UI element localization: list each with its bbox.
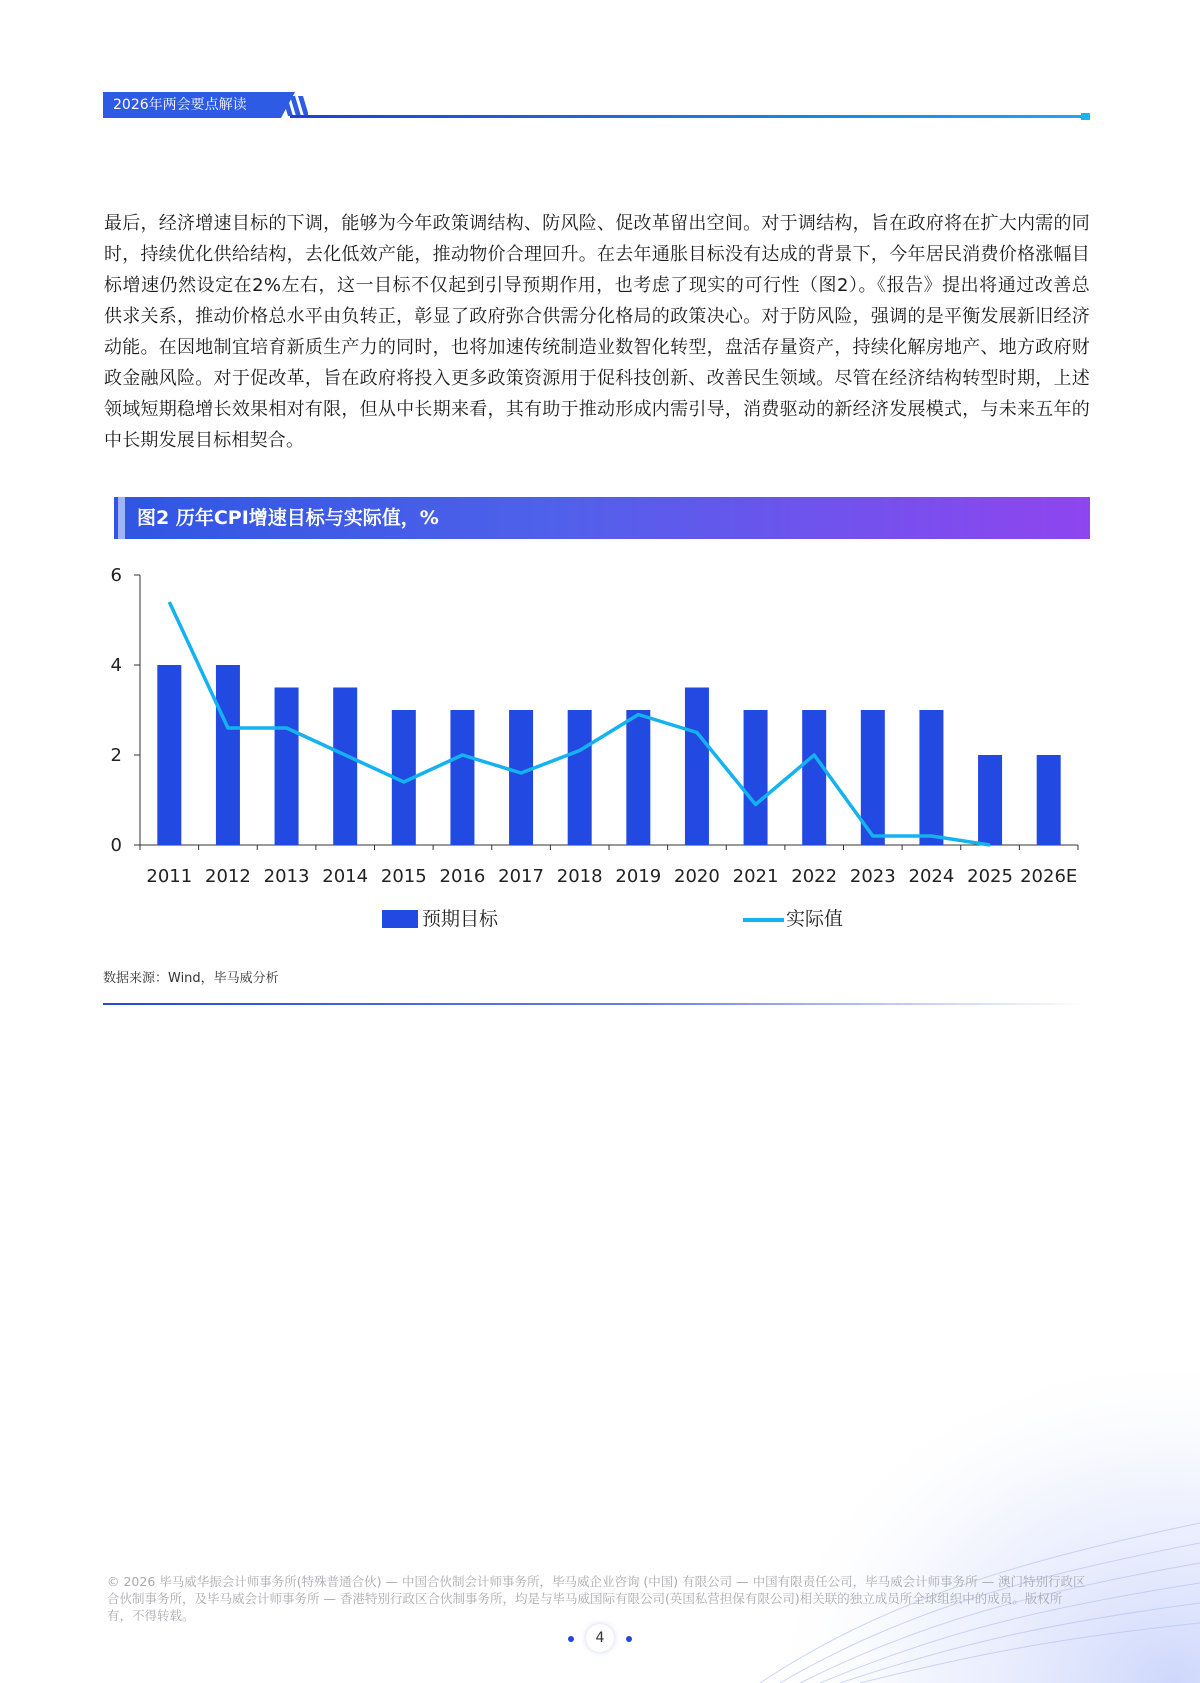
- bar: [216, 665, 240, 845]
- bar: [450, 710, 474, 845]
- page-dot-left: [568, 1636, 574, 1642]
- bar: [1037, 755, 1061, 845]
- x-tick-label: 2022: [791, 866, 838, 887]
- y-tick-label: 2: [110, 745, 122, 766]
- header-rule: [290, 115, 1087, 118]
- x-tick-label: 2013: [263, 866, 310, 887]
- x-tick-label: 2021: [732, 866, 779, 887]
- x-tick-label: 2014: [322, 866, 369, 887]
- page-indicator: [560, 1624, 640, 1654]
- bar: [919, 710, 943, 845]
- header-rule-end: [1081, 113, 1090, 120]
- figure-title: 图2 历年CPI增速目标与实际值，%: [137, 507, 439, 529]
- figure-source: 数据来源：Wind，毕马威分析: [103, 971, 279, 986]
- x-tick-label: 2019: [615, 866, 662, 887]
- cpi-chart: [100, 555, 1100, 950]
- banner-accent-bar: [118, 497, 125, 539]
- x-tick-label: 2016: [439, 866, 486, 887]
- bar: [626, 710, 650, 845]
- y-tick-label: 0: [110, 835, 122, 856]
- legend-swatch-target: [382, 910, 418, 928]
- bar: [509, 710, 533, 845]
- copyright-notice: © 2026 毕马威华振会计师事务所(特殊普通合伙) — 中国合伙制会计师事务所，毕马威企业咨询 (中国) 有限公司 — 中国有限责任公司，毕马威会计师事务所 — 澳门特别行政区合伙制事务所，及毕马威会计师事务所 — 香港特别行政区合伙制事务所，均是与毕马威国际有限公司(英国私营担保有限公司)相关联的独立成员所全球组织中的成员。版权所有，不得转载。: [107, 1574, 1086, 1623]
- bar: [802, 710, 826, 845]
- x-tick-label: 2025: [967, 866, 1013, 887]
- x-tick-label: 2026E: [1020, 866, 1078, 887]
- x-tick-label: 2023: [849, 866, 896, 887]
- figure-separator: [103, 1003, 1088, 1005]
- bar: [157, 665, 181, 845]
- bar: [333, 688, 357, 846]
- bar: [275, 688, 299, 846]
- page-dot-right: [626, 1636, 632, 1642]
- x-tick-label: 2015: [380, 866, 427, 887]
- x-tick-label: 2018: [556, 866, 603, 887]
- y-tick-label: 4: [110, 655, 122, 676]
- x-tick-label: 2020: [674, 866, 720, 887]
- bar: [744, 710, 768, 845]
- header-stripes-decoration: [282, 96, 308, 116]
- section-tag: 2026年两会要点解读: [103, 92, 281, 118]
- banner-left-gap: [104, 497, 114, 539]
- figure-title-banner: [104, 497, 1090, 539]
- page-number: 4: [586, 1624, 614, 1652]
- bar: [568, 710, 592, 845]
- bar: [685, 688, 709, 846]
- cpi-chart-svg: [100, 555, 1100, 950]
- x-tick-label: 2011: [146, 866, 193, 887]
- body-paragraph: 最后，经济增速目标的下调，能够为今年政策调结构、防风险、促改革留出空间。对于调结构，旨在政府将在扩大内需的同时，持续优化供给结构，去化低效产能，推动物价合理回升。在去年通胀目标没有达成的背景下，今年居民消费价格涨幅目标增速仍然设定在2%左右，这一目标不仅起到引导预期作用，也考虑了现实的可行性（图2）。《报告》提出将通过改善总供求关系，推动价格总水平由负转正，彰显了政府弥合供需分化格局的政策决心。对于防风险，强调的是平衡发展新旧经济动能。在因地制宜培育新质生产力的同时，也将加速传统制造业数智化转型，盘活存量资产，持续化解房地产、地方政府财政金融风险。对于促改革，旨在政府将投入更多政策资源用于促科技创新、改善民生领域。尽管在经济结构转型时期，上述领域短期稳增长效果相对有限，但从中长期来看，其有助于推动形成内需引导，消费驱动的新经济发展模式，与未来五年的中长期发展目标相契合。: [104, 213, 1090, 451]
- x-tick-label: 2012: [205, 866, 251, 887]
- bar: [978, 755, 1002, 845]
- x-tick-label: 2024: [908, 866, 955, 887]
- y-tick-label: 6: [110, 565, 122, 586]
- legend-label-actual: 实际值: [786, 908, 844, 930]
- x-tick-label: 2017: [498, 866, 544, 887]
- legend-label-target: 预期目标: [422, 908, 499, 930]
